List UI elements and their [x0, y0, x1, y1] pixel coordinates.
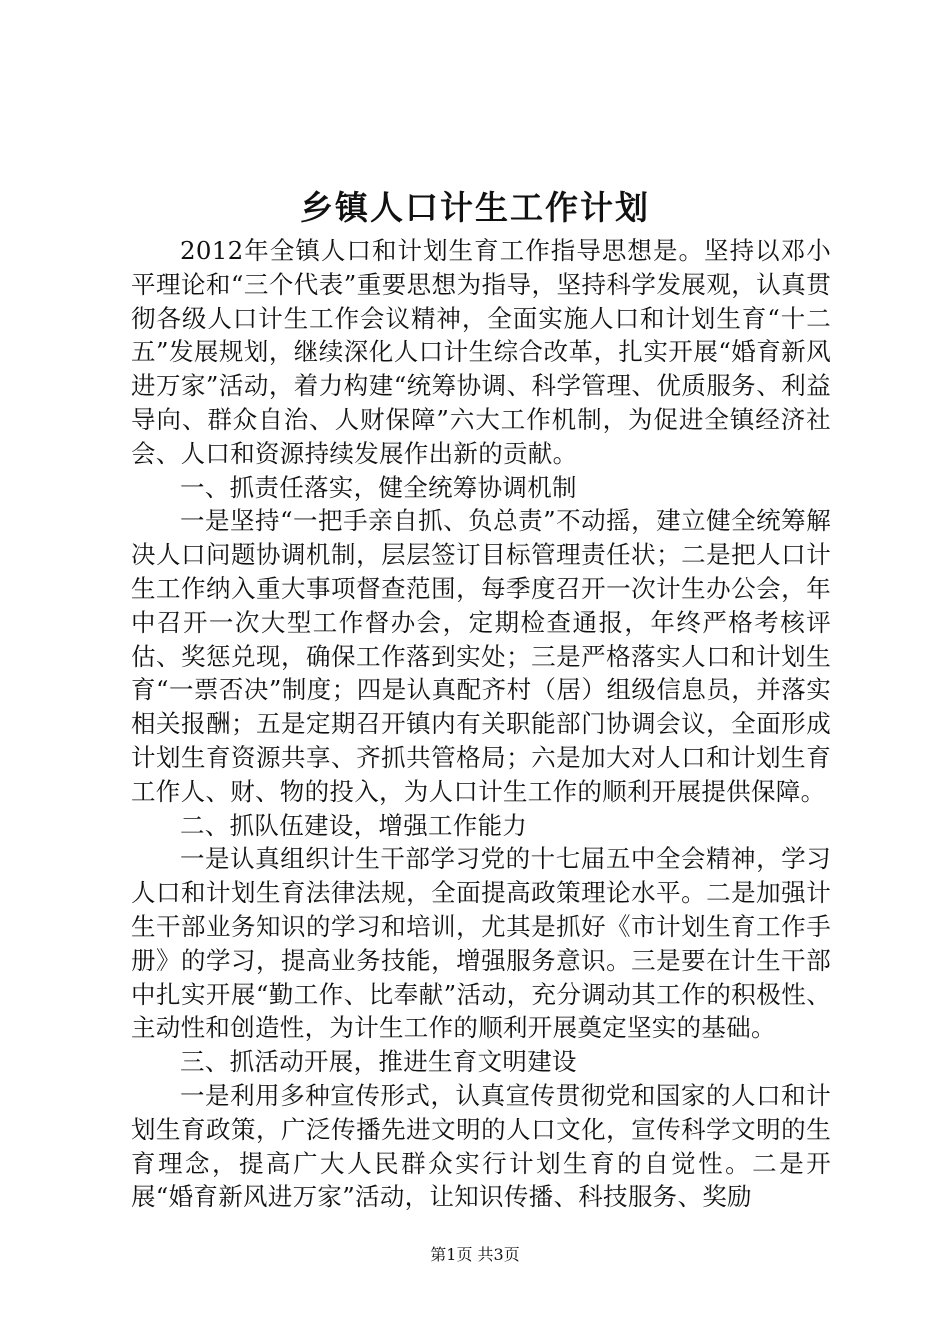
document-title: 乡镇人口计生工作计划	[300, 188, 650, 227]
section-heading-1: 一、抓责任落实，健全统筹协调机制	[180, 472, 577, 502]
section-paragraph-2: 一是认真组织计生干部学习党的十七届五中全会精神，学习人口和计划生育法律法规，全面提高政策理论水平。二是加强计生干部业务知识的学习和培训，尤其是抓好《市计划生育工作手册》的学习，提高业务技能，增强服务意识。三是要在计生干部中扎实开展“勤工作、比奉献”活动，充分调动其工作的积极性、主动性和创造性，为计生工作的顺利开展奠定坚实的基础。	[131, 844, 831, 1043]
section-heading-3: 三、抓活动开展，推进生育文明建设	[180, 1047, 577, 1077]
section-paragraph-1: 一是坚持“一把手亲自抓、负总责”不动摇，建立健全统筹解决人口问题协调机制，层层签订目标管理责任状；二是把人口计生工作纳入重大事项督查范围，每季度召开一次计生办公会，年中召开一次大型工作督办会，定期检查通报，年终严格考核评估、奖惩兑现，确保工作落到实处；三是严格落实人口和计划生育“一票否决”制度；四是认真配齐村（居）组级信息员，并落实相关报酬；五是定期召开镇内有关职能部门协调会议，全面形成计划生育资源共享、齐抓共管格局；六是加大对人口和计划生育工作人、财、物的投入，为人口计生工作的顺利开展提供保障。	[131, 506, 831, 806]
page-number-footer: 第1页 共3页	[430, 1245, 520, 1264]
section-paragraph-3: 一是利用多种宣传形式，认真宣传贯彻党和国家的人口和计划生育政策，广泛传播先进文明的人口文化，宣传科学文明的生育理念，提高广大人民群众实行计划生育的自觉性。二是开展“婚育新风进万家”活动，让知识传播、科技服务、奖励	[131, 1080, 831, 1212]
section-heading-2: 二、抓队伍建设，增强工作能力	[180, 810, 528, 840]
intro-paragraph: 2012年全镇人口和计划生育工作指导思想是。坚持以邓小平理论和“三个代表”重要思想为指导，坚持科学发展观，认真贯彻各级人口计生工作会议精神，全面实施人口和计划生育“十二五”发展规划，继续深化人口计生综合改革，扎实开展“婚育新风进万家”活动，着力构建“统筹协调、科学管理、优质服务、利益导向、群众自治、人财保障”六大工作机制，为促进全镇经济社会、人口和资源持续发展作出新的贡献。	[131, 236, 832, 468]
document-body	[131, 234, 831, 1214]
